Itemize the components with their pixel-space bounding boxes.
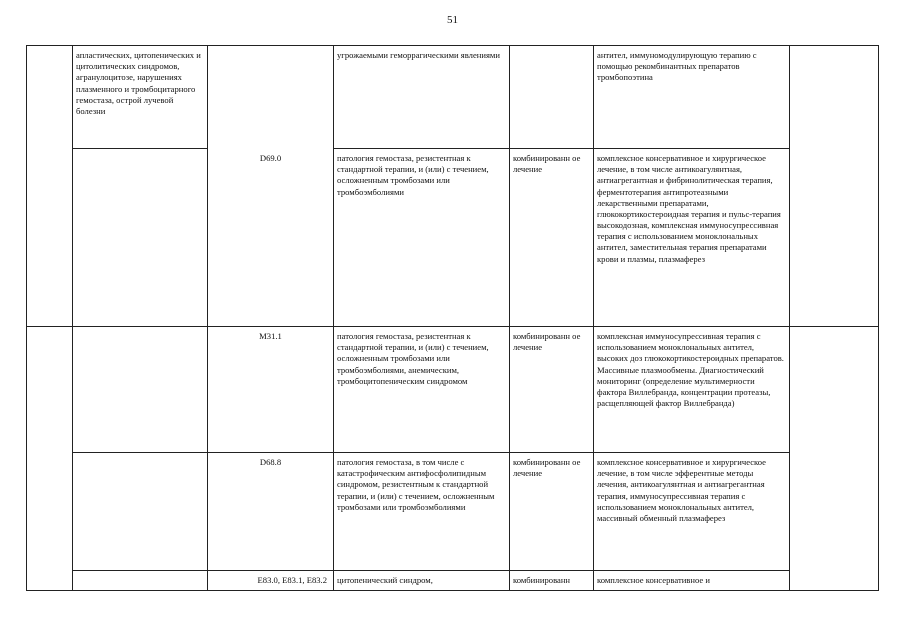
tariff-cell <box>790 571 879 591</box>
group-name-cell <box>73 149 208 327</box>
table-row <box>27 571 879 591</box>
col-number-cell <box>27 149 73 327</box>
table-row <box>27 46 879 149</box>
model-cell: угрожаемыми геморрагическими явлениями <box>334 46 510 149</box>
code-cell: E83.0, E83.1, E83.2 <box>208 571 334 591</box>
treatment-type-cell: комбинированн ое лечение <box>510 453 594 571</box>
method-cell: комплексное консервативное и хирургическое лечение, в том числе эфферентные методы лечения, антикоагулянтная и антиагрегантная терапия, иммуносупрессивная терапия с использованием моноклональных антител, массивный обменный плазмаферез <box>594 453 790 571</box>
treatment-type-cell: комбинированн ое лечение <box>510 149 594 327</box>
tariff-cell <box>790 453 879 571</box>
group-name-cell <box>73 571 208 591</box>
model-cell: патология гемостаза, резистентная к стандартной терапии, и (или) с течением, осложненным тромбозами или тромбоэмболиями, анемическим, тромбоцитопеническим синдромом <box>334 327 510 453</box>
col-number-cell <box>27 46 73 149</box>
table-row <box>27 453 879 571</box>
table-row <box>27 327 879 453</box>
method-cell: комплексное консервативное и хирургическое лечение, в том числе антикоагулянтная, антиагрегантная и фибринолитическая терапия, ферментотерапия антипротеазными лекарственными препаратами, глюкокортикостероидная терапия и пульс-терапия высокодозная, комплексная иммуносупрессивная терапия с использованием моноклональных антител, заместительная терапия препаратами крови и плазмы, плазмаферез <box>594 149 790 327</box>
treatment-type-cell <box>510 46 594 149</box>
treatment-type-cell: комбинированн <box>510 571 594 591</box>
method-cell: комплексное консервативное и <box>594 571 790 591</box>
tariff-cell <box>790 46 879 149</box>
col-number-cell <box>27 327 73 453</box>
method-cell: комплексная иммуносупрессивная терапия с использованием моноклональных антител, высоких доз глюкокортикостероидных препаратов. Массивные плазмообмены. Диагностический мониторинг (определение мультимерности фактора Виллебранда, концентрации протеазы, расщепляющей фактор Виллебранда) <box>594 327 790 453</box>
code-cell: M31.1 <box>208 327 334 453</box>
method-cell: антител, иммуномодулирующую терапию с помощью рекомбинантных препаратов тромбопоэтина <box>594 46 790 149</box>
code-cell: D69.0 <box>208 149 334 327</box>
tariff-cell <box>790 149 879 327</box>
model-cell: цитопенический синдром, <box>334 571 510 591</box>
group-name-cell <box>73 453 208 571</box>
col-number-cell <box>27 571 73 591</box>
model-cell: патология гемостаза, резистентная к стандартной терапии, и (или) с течением, осложненным тромбозами или тромбоэмболиями <box>334 149 510 327</box>
group-name-cell <box>73 327 208 453</box>
treatment-type-cell: комбинированн ое лечение <box>510 327 594 453</box>
code-cell: D68.8 <box>208 453 334 571</box>
page-number: 51 <box>447 14 458 26</box>
code-cell <box>208 46 334 149</box>
group-name-cell: апластических, цитопенических и цитолитических синдромов, агранулоцитозе, нарушениях плазменного и тромбоцитарного гемостаза, острой лучевой болезни <box>73 46 208 149</box>
model-cell: патология гемостаза, в том числе с катастрофическим антифосфолипидным синдромом, резистентным к стандартной терапии, и (или) с течением, осложненным тромбозами или тромбоэмболиями <box>334 453 510 571</box>
tariff-cell <box>790 327 879 453</box>
col-number-cell <box>27 453 73 571</box>
table-row <box>27 149 879 327</box>
treatment-table <box>26 45 879 591</box>
